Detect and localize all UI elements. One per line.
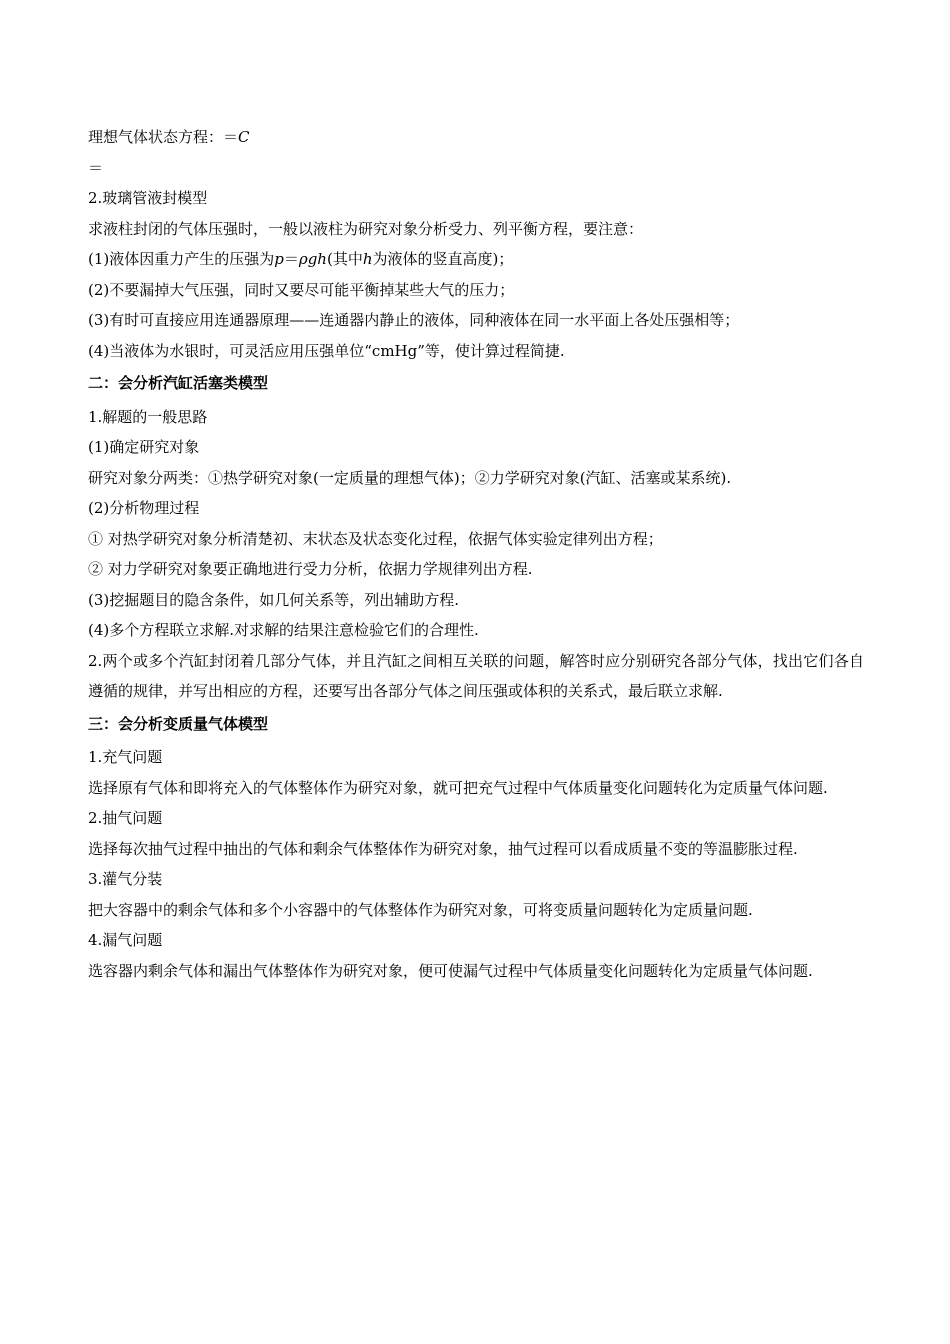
equals-sign: ＝: [283, 250, 299, 268]
paragraph-leakage: 选容器内剩余气体和漏出气体整体作为研究对象，便可使漏气过程中气体质量变化问题转化为定质量气体问题.: [88, 961, 813, 980]
paragraph-multiple-cylinders: 2.两个或多个汽缸封闭着几部分气体，并且汽缸之间相互关联的问题，解答时应分别研究各部分气体，找出它们各自遵循的规律，并写出相应的方程，还要写出各部分气体之间压强或体积的关系式，最后联立求解.: [88, 651, 864, 700]
paragraph-filling: 把大容器中的剩余气体和多个小容器中的气体整体作为研究对象，可将变质量问题转化为定质量问题.: [88, 900, 753, 919]
list-item-1: [88, 244, 864, 275]
paragraph-extraction: 选择每次抽气过程中抽出的气体和剩余气体整体作为研究对象，抽气过程可以看成质量不变的等温膨胀过程.: [88, 839, 798, 858]
section-glass-tube-title: 2.玻璃管液封模型: [88, 189, 208, 207]
list-item-4: (4)当液体为水银时，可灵活应用压强单位“cmHg”等，使计算过程简捷.: [88, 341, 565, 360]
subsection-extraction: 2.抽气问题: [88, 809, 163, 827]
symbol-h: h: [362, 250, 373, 268]
section-heading-2: 二：会分析汽缸活塞类模型: [88, 374, 269, 392]
subsection-general-approach: 1.解题的一般思路: [88, 407, 208, 426]
symbol-p: p: [274, 250, 284, 268]
section-heading-3: 三：会分析变质量气体模型: [88, 714, 269, 733]
list-item-text: (其中: [326, 250, 363, 268]
equation-continuation: ＝: [88, 158, 104, 177]
list-item-determine-object: (1)确定研究对象: [88, 438, 200, 456]
document-body: [88, 122, 864, 986]
list-item-2: (2)不要漏掉大气压强，同时又要尽可能平衡掉某些大气的压力；: [88, 280, 515, 299]
paragraph-inflation: 选择原有气体和即将充入的气体整体作为研究对象，就可把充气过程中气体质量变化问题转化为定质量气体问题.: [88, 778, 828, 797]
equation-label: 理想气体状态方程：: [88, 128, 224, 146]
list-item-mechanical-analysis: ② 对力学研究对象要正确地进行受力分析，依据力学规律列出方程.: [88, 560, 533, 578]
list-item-3: (3)有时可直接应用连通器原理——连通器内静止的液体，同种液体在同一水平面上各处压强相等；: [88, 311, 740, 329]
subsection-leakage: 4.漏气问题: [88, 931, 163, 949]
list-item-hidden-conditions: (3)挖掘题目的隐含条件，如几何关系等，列出辅助方程.: [88, 590, 460, 609]
paragraph-object-types: 研究对象分两类：①热学研究对象(一定质量的理想气体)；②力学研究对象(汽缸、活塞或某系统).: [88, 468, 732, 487]
subsection-inflation: 1.充气问题: [88, 748, 163, 766]
list-item-solve-equations: (4)多个方程联立求解.对求解的结果注意检验它们的合理性.: [88, 621, 479, 639]
list-item-text: 为液体的竖直高度)；: [372, 250, 514, 268]
subsection-filling: 3.灌气分装: [88, 870, 163, 888]
paragraph-liquid-column-intro: 求液柱封闭的气体压强时，一般以液柱为研究对象分析受力、列平衡方程，要注意：: [88, 219, 644, 238]
ideal-gas-equation: [88, 122, 864, 153]
list-item-analyze-process: (2)分析物理过程: [88, 499, 200, 517]
equals-sign: ＝: [223, 128, 239, 146]
list-item-thermal-analysis: ① 对热学研究对象分析清楚初、末状态及状态变化过程，依据气体实验定律列出方程；: [88, 529, 663, 548]
constant-c: C: [238, 128, 250, 146]
list-item-text: (1)液体因重力产生的压强为: [88, 250, 275, 268]
formula-rho-g-h: ρgh: [298, 250, 327, 268]
